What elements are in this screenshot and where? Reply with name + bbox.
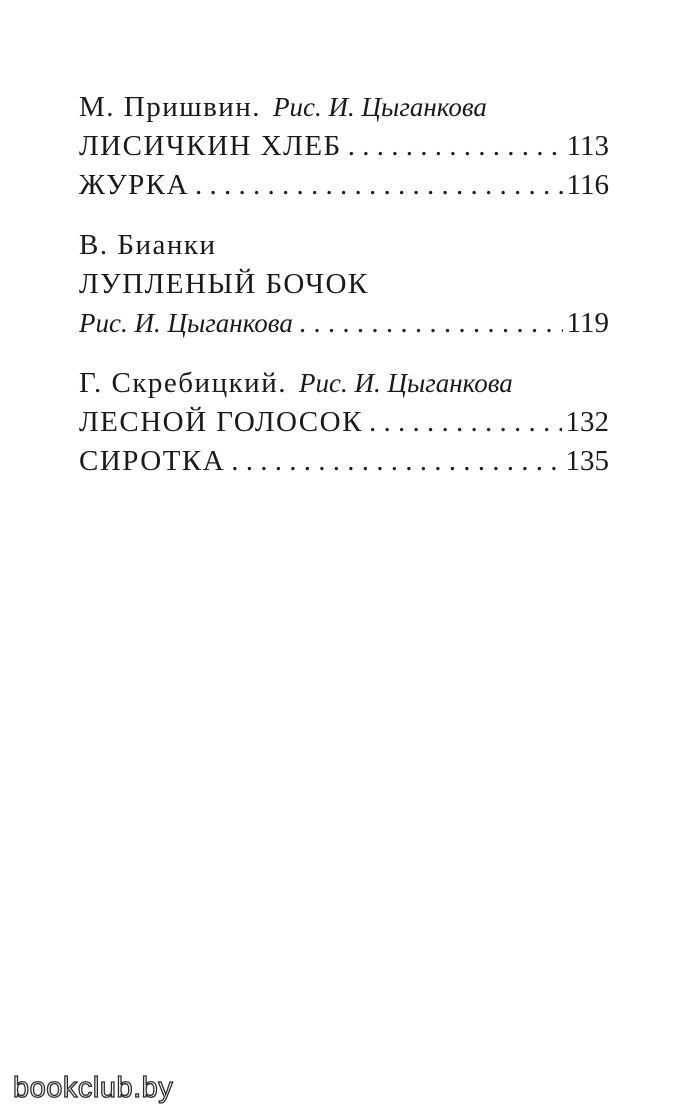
illustrator-credit: Рис. И. Цыганкова — [273, 92, 487, 122]
dot-leader — [299, 304, 563, 343]
author-line — [79, 226, 609, 265]
author-name: Г. Скребицкий. — [79, 367, 287, 399]
entry-title: ЛИСИЧКИН ХЛЕБ — [79, 130, 342, 162]
illustrator-credit: Рис. И. Цыганкова — [298, 368, 513, 398]
standalone-title-line — [79, 265, 609, 304]
page-number: 113 — [566, 130, 609, 162]
toc-entry[interactable] — [79, 403, 609, 442]
author-line — [79, 364, 609, 403]
toc-entry[interactable] — [79, 166, 609, 205]
page-number: 116 — [566, 169, 609, 201]
watermark: bookclub.by — [13, 1072, 174, 1104]
author-name: В. Бианки — [79, 229, 217, 261]
page-number: 132 — [565, 406, 609, 438]
dot-leader — [348, 127, 563, 166]
author-name: М. Пришвин. — [79, 91, 262, 123]
dot-leader — [369, 403, 562, 442]
dot-leader — [195, 166, 563, 205]
entry-title: ЛУПЛЕНЫЙ БОЧОК — [79, 268, 369, 300]
entry-title: ЛЕСНОЙ ГОЛОСОК — [79, 406, 363, 438]
entry-title: СИРОТКА — [79, 445, 226, 477]
page-number: 119 — [566, 307, 609, 339]
entry-title: ЖУРКА — [79, 169, 190, 201]
illustrator-credit: Рис. И. Цыганкова — [79, 308, 293, 338]
table-of-contents — [79, 88, 609, 481]
page-number: 135 — [565, 445, 609, 477]
toc-entry[interactable] — [79, 442, 609, 481]
toc-entry[interactable] — [79, 127, 609, 166]
dot-leader — [231, 442, 561, 481]
toc-entry[interactable] — [79, 304, 609, 343]
author-line — [79, 88, 609, 127]
